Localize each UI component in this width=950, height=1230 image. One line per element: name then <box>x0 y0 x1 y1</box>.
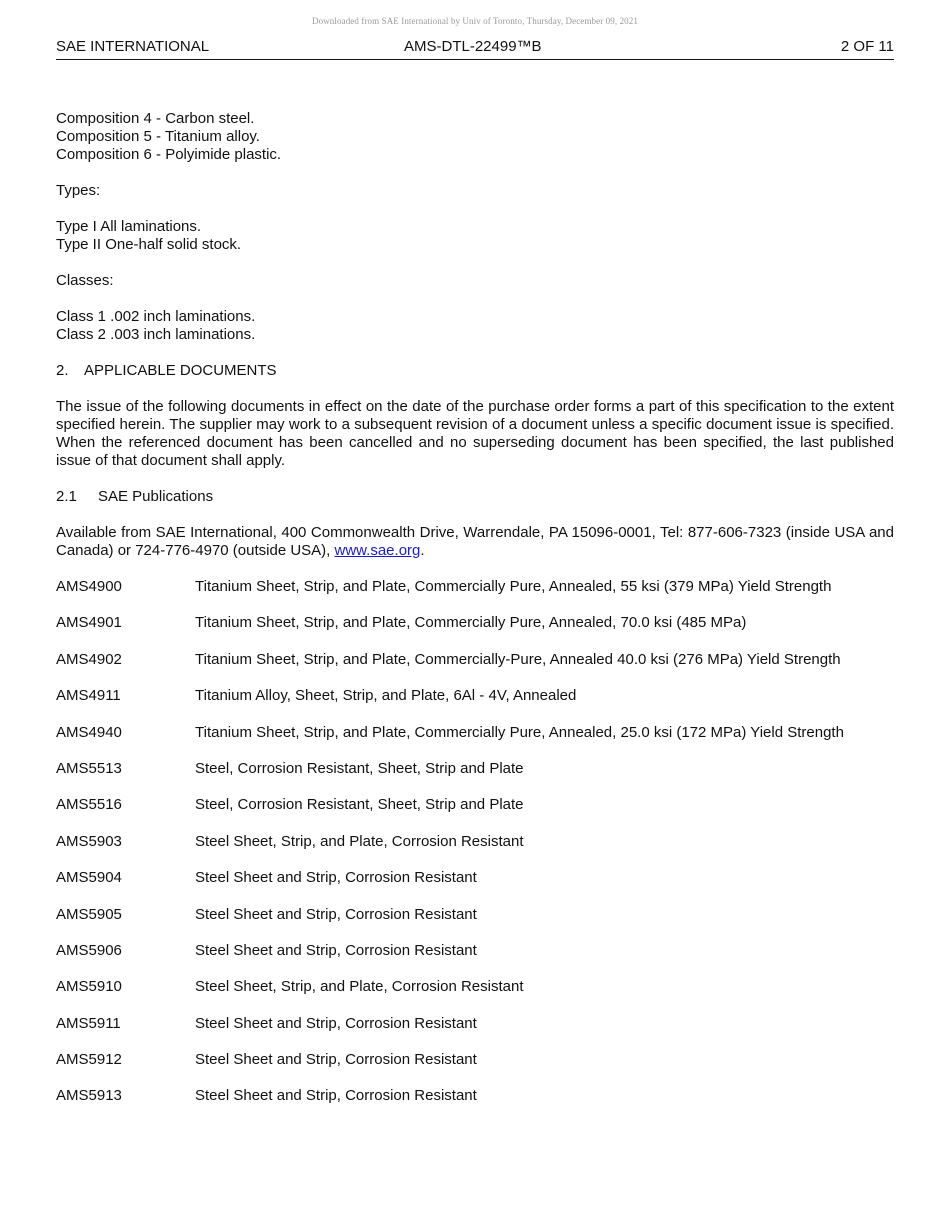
types-list <box>56 218 894 254</box>
document-code: AMS5513 <box>56 759 122 777</box>
composition-item: Composition 5 - Titanium alloy. <box>56 128 260 145</box>
type-item: Type II One-half solid stock. <box>56 236 242 253</box>
class-item: Class 2 .003 inch laminations. <box>56 326 256 343</box>
document-row <box>56 906 894 924</box>
document-title: Steel Sheet and Strip, Corrosion Resistant <box>195 941 477 959</box>
document-title: Steel Sheet and Strip, Corrosion Resistant <box>195 1014 477 1032</box>
classes-heading: Classes: <box>56 272 114 289</box>
document-code: AMS5904 <box>56 869 122 887</box>
document-row <box>56 833 894 851</box>
document-code: AMS5516 <box>56 796 122 814</box>
document-code: AMS4901 <box>56 614 122 632</box>
document-title: Steel Sheet and Strip, Corrosion Resistant <box>195 869 477 887</box>
composition-item: Composition 4 - Carbon steel. <box>56 110 255 127</box>
document-row <box>56 578 894 596</box>
classes-list <box>56 308 894 344</box>
header-page-number: 2 OF 11 <box>840 38 894 55</box>
document-code: AMS4902 <box>56 650 122 668</box>
section-2-heading <box>56 362 894 380</box>
availability-trailing: . <box>420 542 425 559</box>
document-row <box>56 687 894 705</box>
document-title: Steel Sheet, Strip, and Plate, Corrosion Resistant <box>195 978 524 996</box>
class-item: Class 1 .002 inch laminations. <box>56 308 256 325</box>
document-row <box>56 796 894 814</box>
document-row <box>56 1051 894 1069</box>
document-title: Steel Sheet and Strip, Corrosion Resistant <box>195 905 477 923</box>
section-2-1-heading <box>56 488 894 506</box>
document-title: Steel Sheet, Strip, and Plate, Corrosion Resistant <box>195 832 524 850</box>
document-row <box>56 1087 894 1105</box>
document-title: Steel, Corrosion Resistant, Sheet, Strip and Plate <box>195 759 524 777</box>
availability-text: Available from SAE International, 400 Commonwealth Drive, Warrendale, PA 15096-0001, Tel: 877-606-7323 (inside USA and Canada) or 724-776-4970 (outside USA), <box>56 524 894 559</box>
document-code: AMS5912 <box>56 1051 122 1069</box>
document-code: AMS5911 <box>56 1014 121 1032</box>
document-row <box>56 1015 894 1033</box>
document-title: Steel, Corrosion Resistant, Sheet, Strip and Plate <box>195 796 524 814</box>
section-title: APPLICABLE DOCUMENTS <box>84 362 277 379</box>
page-body <box>56 110 894 1124</box>
composition-list <box>56 110 894 164</box>
document-title: Steel Sheet and Strip, Corrosion Resistant <box>195 1051 477 1069</box>
document-row <box>56 614 894 632</box>
document-title: Titanium Sheet, Strip, and Plate, Commercially Pure, Annealed, 70.0 ksi (485 MPa) <box>195 614 747 632</box>
document-title: Titanium Sheet, Strip, and Plate, Commercially-Pure, Annealed 40.0 ksi (276 MPa) Yield Strength <box>195 650 841 668</box>
document-code: AMS5910 <box>56 978 122 996</box>
header-org: SAE INTERNATIONAL <box>56 38 210 55</box>
sae-website-link[interactable]: www.sae.org <box>334 542 421 559</box>
page-header <box>56 38 894 60</box>
document-code: AMS5905 <box>56 905 122 923</box>
section-number: 2. <box>56 362 69 379</box>
document-title: Titanium Sheet, Strip, and Plate, Commercially Pure, Annealed, 25.0 ksi (172 MPa) Yield Strength <box>195 723 844 741</box>
section-title: SAE Publications <box>98 488 214 505</box>
document-code: AMS5906 <box>56 941 122 959</box>
type-item: Type I All laminations. <box>56 218 202 235</box>
document-code: AMS4900 <box>56 578 122 595</box>
types-heading: Types: <box>56 182 101 199</box>
document-title: Titanium Alloy, Sheet, Strip, and Plate, 6Al - 4V, Annealed <box>195 687 577 705</box>
availability-paragraph <box>56 524 894 560</box>
document-row <box>56 942 894 960</box>
document-row <box>56 978 894 996</box>
header-doc-id: AMS-DTL-22499™B <box>404 38 542 55</box>
document-row <box>56 760 894 778</box>
document-title: Titanium Sheet, Strip, and Plate, Commercially Pure, Annealed, 55 ksi (379 MPa) Yield Strength <box>195 578 832 595</box>
document-code: AMS5913 <box>56 1087 122 1105</box>
download-watermark: Downloaded from SAE International by Univ of Toronto, Thursday, December 09, 2021 <box>312 16 638 26</box>
referenced-documents-list <box>56 578 894 1105</box>
section-2-paragraph: The issue of the following documents in effect on the date of the purchase order forms a part of this specification to the extent specified herein. The supplier may work to a subsequent revision of a document unless a specific document issue is specified. When the referenced document has been cancelled and no superseding document has been specified, the last published issue of that document shall apply. <box>56 398 894 469</box>
composition-item: Composition 6 - Polyimide plastic. <box>56 146 282 163</box>
document-title: Steel Sheet and Strip, Corrosion Resistant <box>195 1087 477 1105</box>
document-row <box>56 724 894 742</box>
document-code: AMS4940 <box>56 723 122 741</box>
document-row <box>56 651 894 669</box>
section-number: 2.1 <box>56 488 77 505</box>
document-code: AMS4911 <box>56 687 121 705</box>
document-row <box>56 869 894 887</box>
document-code: AMS5903 <box>56 832 122 850</box>
